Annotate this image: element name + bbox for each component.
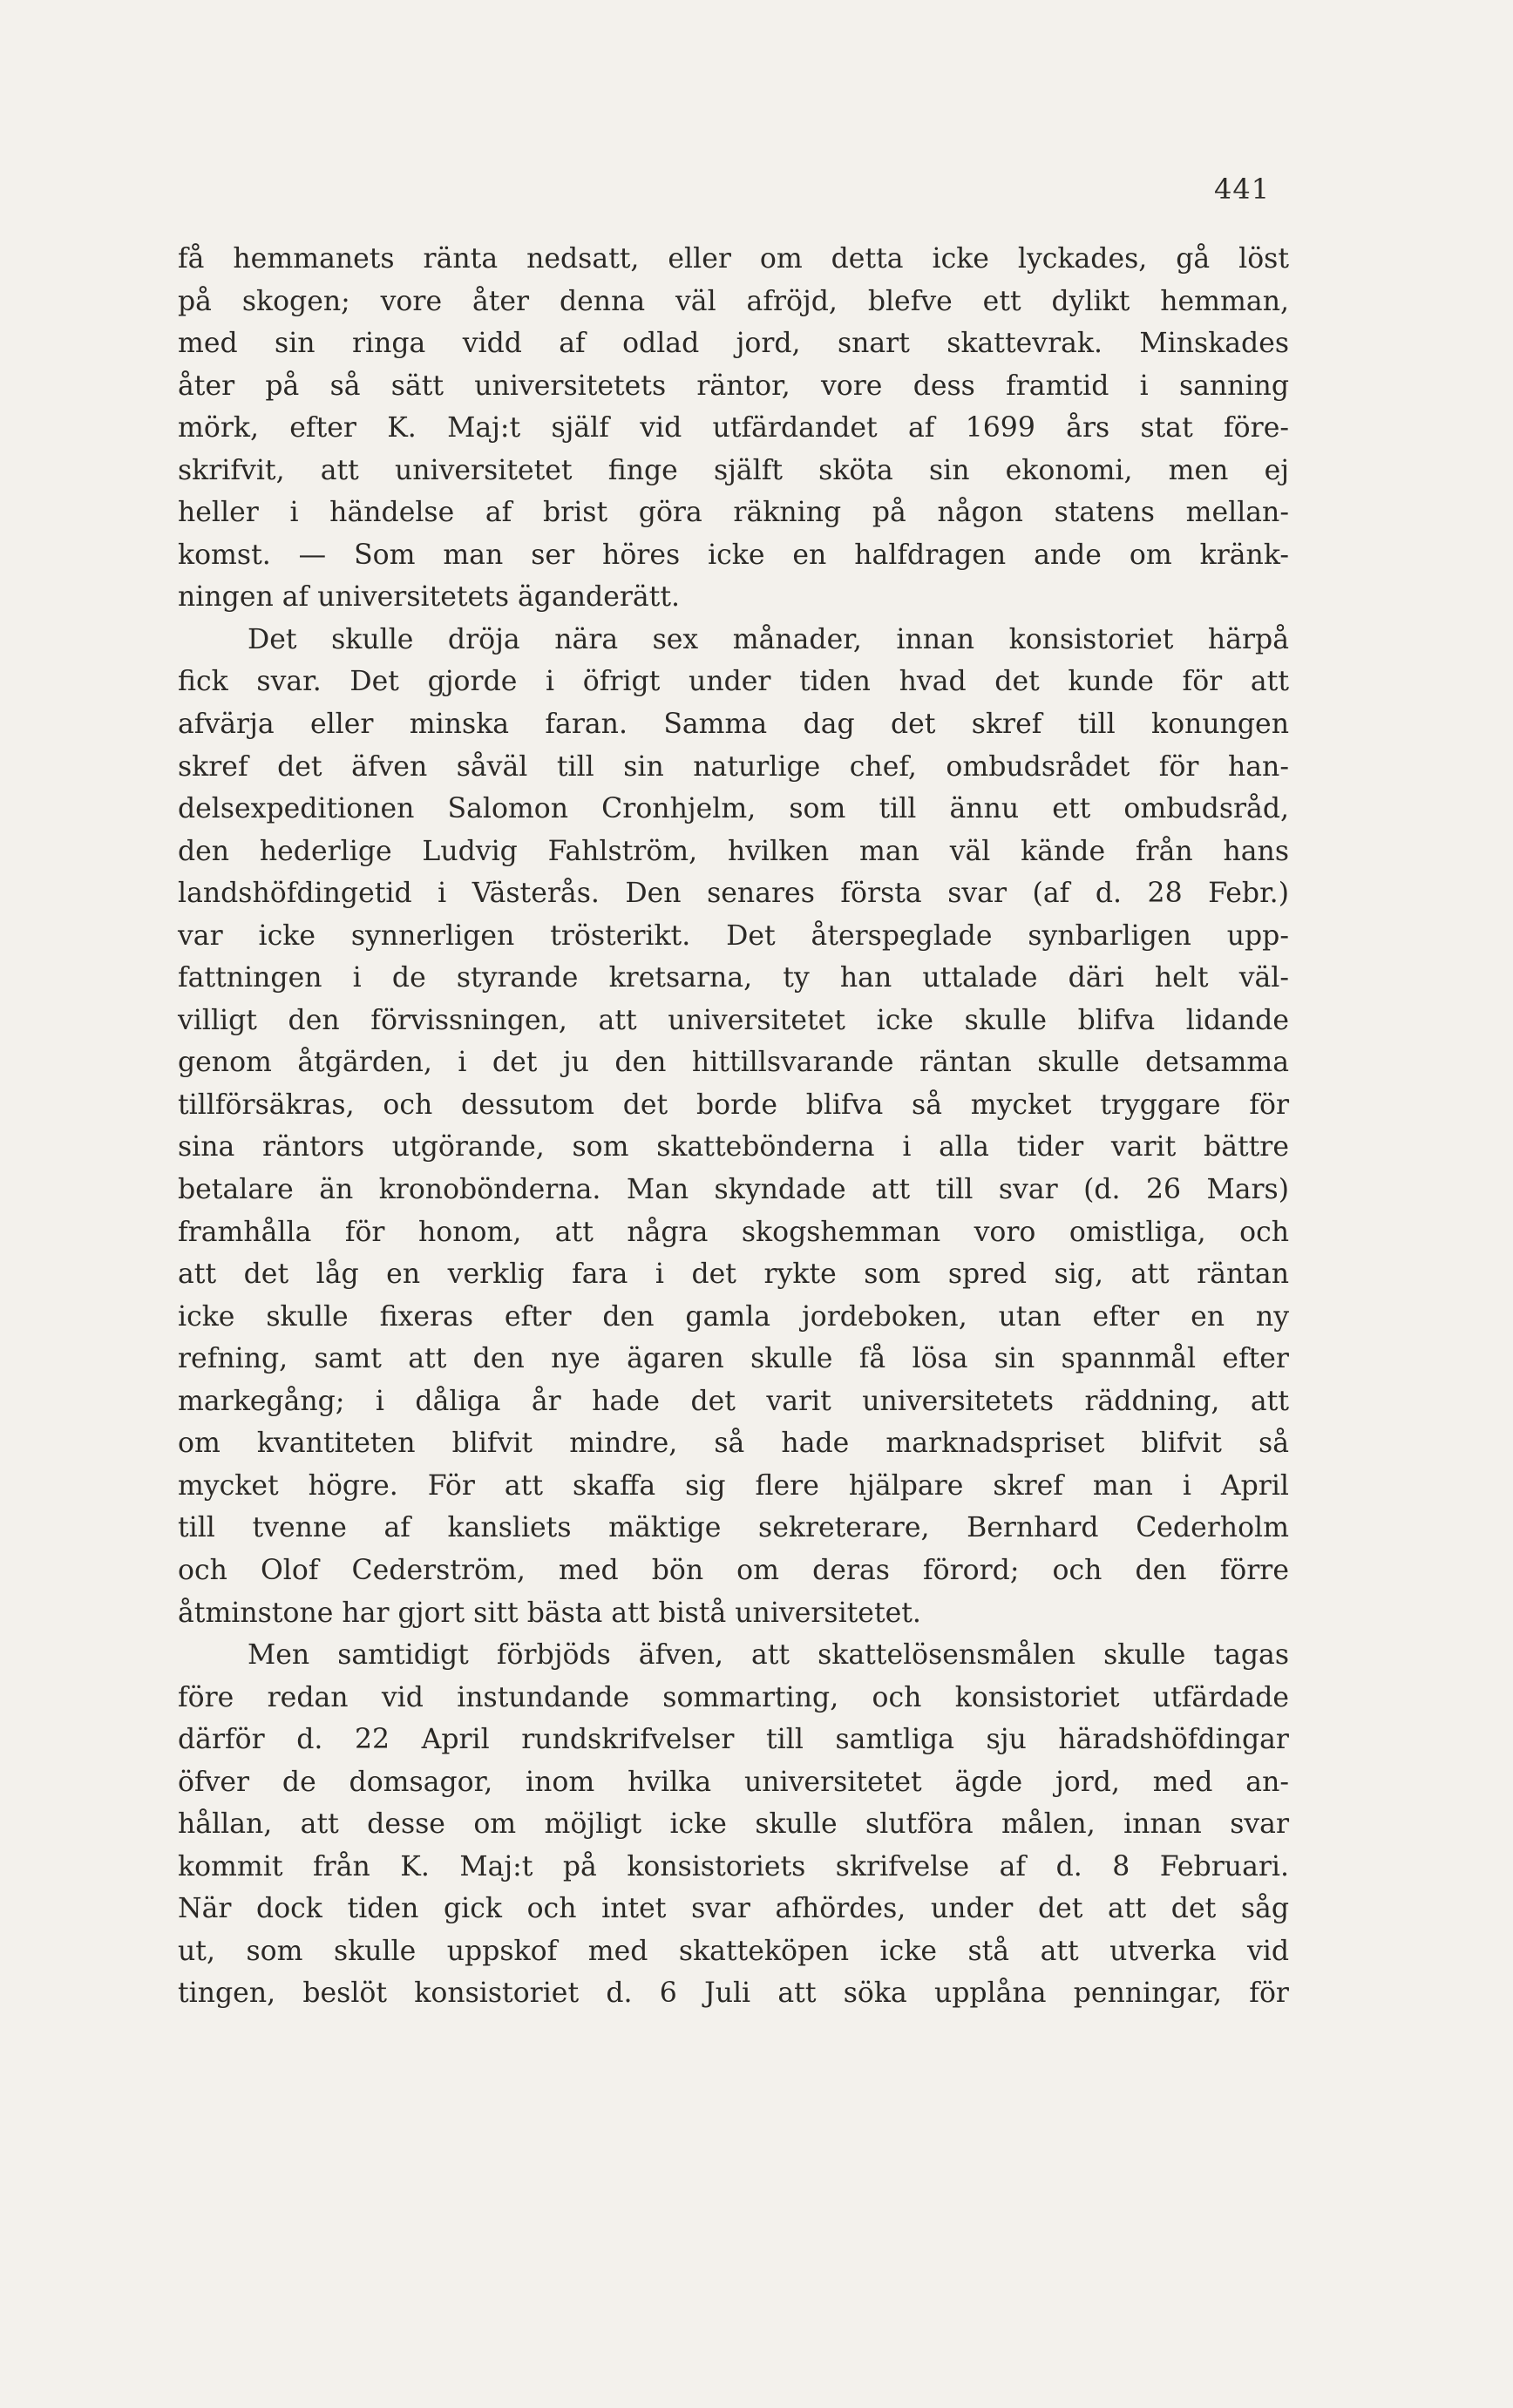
text-line: framhålla för honom, att några skogshemman voro omistliga, och bbox=[178, 1216, 1289, 1248]
body-text bbox=[178, 238, 1289, 2015]
text-line: få hemmanets ränta nedsatt, eller om detta icke lyckades, gå löst bbox=[178, 243, 1289, 275]
text-line: landshöfdingetid i Västerås. Den senares första svar (af d. 28 Febr.) bbox=[178, 878, 1289, 910]
text-line: hållan, att desse om möjligt icke skulle slutföra målen, innan svar bbox=[178, 1808, 1289, 1841]
text-line: ningen af universitetets äganderätt. bbox=[178, 581, 681, 614]
text-line: öfver de domsagor, inom hvilka universitetet ägde jord, med an- bbox=[178, 1766, 1289, 1798]
text-line: före redan vid instundande sommarting, och konsistoriet utfärdade bbox=[178, 1681, 1289, 1713]
text-line: tingen, beslöt konsistoriet d. 6 Juli att söka upplåna penningar, för bbox=[178, 1977, 1289, 2010]
text-line: skref det äfven såväl till sin naturlige chef, ombudsrådet för han- bbox=[178, 750, 1289, 783]
text-line: icke skulle fixeras efter den gamla jordeboken, utan efter en ny bbox=[178, 1300, 1289, 1333]
text-line: Men samtidigt förbjöds äfven, att skattelösensmålen skulle tagas bbox=[248, 1639, 1289, 1672]
text-line: åter på så sätt universitetets räntor, vore dess framtid i sanning bbox=[178, 370, 1289, 402]
text-line: den hederlige Ludvig Fahlström, hvilken man väl kände från hans bbox=[178, 835, 1289, 867]
text-line: När dock tiden gick och intet svar afhördes, under det att det såg bbox=[178, 1893, 1289, 1925]
text-line: Det skulle dröja nära sex månader, innan konsistoriet härpå bbox=[248, 623, 1289, 655]
text-line: refning, samt att den nye ägaren skulle få lösa sin spannmål efter bbox=[178, 1343, 1289, 1375]
text-line: mycket högre. För att skaffa sig flere hjälpare skref man i April bbox=[178, 1469, 1289, 1502]
text-line: heller i händelse af brist göra räkning på någon statens mellan- bbox=[178, 497, 1289, 529]
text-line: markegång; i dåliga år hade det varit universitetets räddning, att bbox=[178, 1385, 1289, 1417]
text-line: tillförsäkras, och dessutom det borde blifva så mycket tryggare för bbox=[178, 1089, 1289, 1121]
text-line: genom åtgärden, i det ju den hittillsvarande räntan skulle detsamma bbox=[178, 1047, 1289, 1079]
text-line: mörk, efter K. Maj:t själf vid utfärdandet af 1699 års stat före- bbox=[178, 412, 1289, 444]
page-number: 441 bbox=[1214, 173, 1271, 206]
text-line: fick svar. Det gjorde i öfrigt under tiden hvad det kunde för att bbox=[178, 666, 1289, 698]
text-line: och Olof Cederström, med bön om deras förord; och den förre bbox=[178, 1554, 1289, 1586]
text-line: villigt den förvissningen, att universitetet icke skulle blifva lidande bbox=[178, 1004, 1289, 1036]
text-line: därför d. 22 April rundskrifvelser till samtliga sju häradshöfdingar bbox=[178, 1724, 1289, 1756]
text-line: ut, som skulle uppskof med skatteköpen icke stå att utverka vid bbox=[178, 1935, 1289, 1967]
text-line: betalare än kronobönderna. Man skyndade att till svar (d. 26 Mars) bbox=[178, 1174, 1289, 1206]
text-line: åtminstone har gjort sitt bästa att bistå universitetet. bbox=[178, 1597, 921, 1629]
text-line: komst. — Som man ser höres icke en halfdragen ande om kränk- bbox=[178, 539, 1289, 571]
text-line: skrifvit, att universitetet finge själft sköta sin ekonomi, men ej bbox=[178, 454, 1289, 486]
text-line: var icke synnerligen trösterikt. Det återspeglade synbarligen upp- bbox=[178, 919, 1289, 952]
text-line: sina räntors utgörande, som skattebönderna i alla tider varit bättre bbox=[178, 1131, 1289, 1163]
text-line: kommit från K. Maj:t på konsistoriets skrifvelse af d. 8 Februari. bbox=[178, 1850, 1289, 1882]
text-line: afvärja eller minska faran. Samma dag det skref till konungen bbox=[178, 709, 1289, 741]
text-line: att det låg en verklig fara i det rykte som spred sig, att räntan bbox=[178, 1258, 1289, 1291]
text-line: fattningen i de styrande kretsarna, ty han uttalade däri helt väl- bbox=[178, 962, 1289, 994]
text-line: delsexpeditionen Salomon Cronhjelm, som till ännu ett ombudsråd, bbox=[178, 793, 1289, 825]
text-line: på skogen; vore åter denna väl afröjd, blefve ett dylikt hemman, bbox=[178, 285, 1289, 317]
text-line: om kvantiteten blifvit mindre, så hade marknadspriset blifvit så bbox=[178, 1428, 1289, 1460]
text-line: till tvenne af kansliets mäktige sekreterare, Bernhard Cederholm bbox=[178, 1512, 1289, 1544]
text-line: med sin ringa vidd af odlad jord, snart skattevrak. Minskades bbox=[178, 328, 1289, 360]
